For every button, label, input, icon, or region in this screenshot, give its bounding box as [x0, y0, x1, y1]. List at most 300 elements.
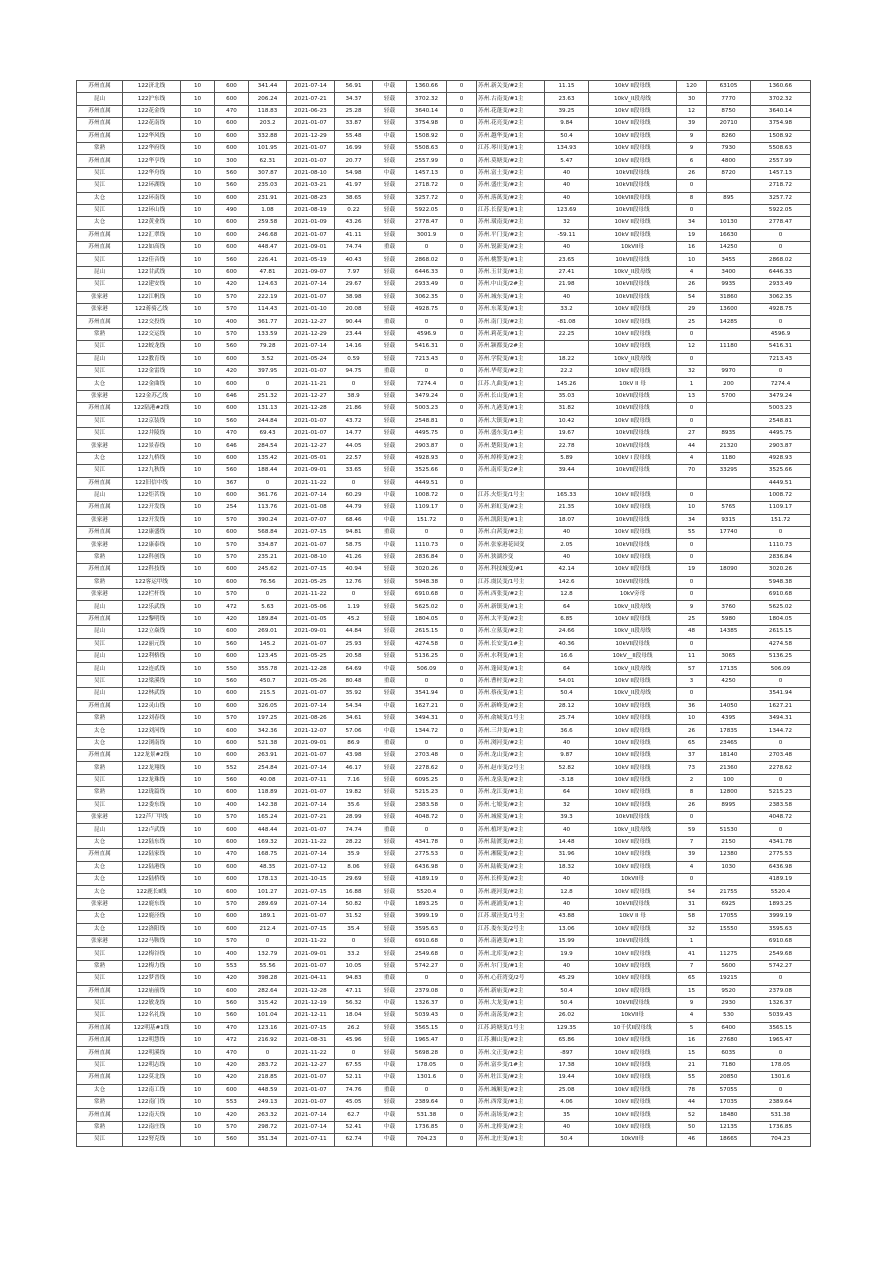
- margin-cell: 5625.02: [407, 601, 447, 613]
- rated-current-cell: 560: [215, 675, 249, 687]
- rated-current-cell: 470: [215, 427, 249, 439]
- substation-value-cell: 52.82: [545, 762, 589, 774]
- load-rate-cell: 35.92: [335, 688, 373, 700]
- region-cell: 太仓: [77, 836, 123, 848]
- table-row: [77, 192, 811, 204]
- zero-value-cell: 0: [447, 589, 477, 601]
- bus-section-cell: 10kV II段母线: [589, 861, 677, 873]
- available-cell: 3999.19: [751, 911, 811, 923]
- substation-value-cell: [545, 341, 589, 353]
- rated-current-cell: 560: [215, 997, 249, 1009]
- capacity-cell: 8750: [707, 105, 751, 117]
- line-name-cell: 122景春线: [123, 440, 181, 452]
- capacity-cell: 3065: [707, 650, 751, 662]
- bus-section-cell: 10kV II段母线: [589, 551, 677, 563]
- available-cell: 0: [751, 824, 811, 836]
- load-rate-cell: 86.9: [335, 737, 373, 749]
- load-current-cell: 334.87: [249, 539, 287, 551]
- load-level-cell: 重载: [373, 824, 407, 836]
- substation-value-cell: 31.96: [545, 849, 589, 861]
- substation-cell: 苏州.西常变/#1主: [477, 1097, 545, 1109]
- substation-value-cell: 28.12: [545, 700, 589, 712]
- rated-current-cell: 552: [215, 762, 249, 774]
- available-cell: 1457.13: [751, 167, 811, 179]
- zero-value-cell: 0: [447, 787, 477, 799]
- table-row: [77, 861, 811, 873]
- available-cell: 0: [751, 737, 811, 749]
- line-name-cell: 122梅力线: [123, 960, 181, 972]
- available-cell: 5742.27: [751, 960, 811, 972]
- rated-current-cell: 600: [215, 725, 249, 737]
- table-row: [77, 737, 811, 749]
- rated-current-cell: 600: [215, 229, 249, 241]
- capacity-cell: 18665: [707, 1134, 751, 1146]
- voltage-cell: 10: [181, 812, 215, 824]
- substation-value-cell: 43.88: [545, 911, 589, 923]
- region-cell: 常熟: [77, 551, 123, 563]
- rated-current-cell: 600: [215, 824, 249, 836]
- count-cell: 0: [677, 489, 707, 501]
- substation-value-cell: 40: [545, 960, 589, 972]
- table-row: [77, 613, 811, 625]
- line-name-cell: 122利格线: [123, 650, 181, 662]
- count-cell: 36: [677, 700, 707, 712]
- voltage-cell: 10: [181, 638, 215, 650]
- load-level-cell: 中载: [373, 997, 407, 1009]
- count-cell: 6: [677, 155, 707, 167]
- zero-value-cell: 0: [447, 675, 477, 687]
- date-cell: 2021-01-07: [287, 787, 335, 799]
- voltage-cell: 10: [181, 81, 215, 93]
- table-row: [77, 353, 811, 365]
- load-level-cell: 中载: [373, 1072, 407, 1084]
- zero-value-cell: 0: [447, 266, 477, 278]
- rated-current-cell: 600: [215, 266, 249, 278]
- available-cell: 4495.75: [751, 427, 811, 439]
- date-cell: 2021-12-11: [287, 1010, 335, 1022]
- load-level-cell: 轻载: [373, 601, 407, 613]
- load-rate-cell: 16.88: [335, 886, 373, 898]
- margin-cell: 4928.93: [407, 452, 447, 464]
- bus-section-cell: 10kV II段母线: [589, 229, 677, 241]
- table-row: [77, 415, 811, 427]
- count-cell: 4: [677, 452, 707, 464]
- bus-section-cell: 10kV_II段母线: [589, 353, 677, 365]
- date-cell: 2021-01-07: [287, 291, 335, 303]
- available-cell: 2836.84: [751, 551, 811, 563]
- margin-cell: 1804.05: [407, 613, 447, 625]
- available-cell: 3525.66: [751, 465, 811, 477]
- zero-value-cell: 0: [447, 93, 477, 105]
- load-rate-cell: 68.46: [335, 514, 373, 526]
- margin-cell: 1965.47: [407, 1035, 447, 1047]
- bus-section-cell: 10kV II段母线: [589, 973, 677, 985]
- voltage-cell: 10: [181, 266, 215, 278]
- date-cell: 2021-11-22: [287, 836, 335, 848]
- region-cell: 苏州直属: [77, 700, 123, 712]
- rated-current-cell: 600: [215, 1084, 249, 1096]
- margin-cell: 2836.84: [407, 551, 447, 563]
- available-cell: 6910.68: [751, 589, 811, 601]
- voltage-cell: 10: [181, 997, 215, 1009]
- line-name-cell: 122蛟龙线: [123, 341, 181, 353]
- count-cell: 21: [677, 1059, 707, 1071]
- line-name-cell: 122金曲线: [123, 378, 181, 390]
- region-cell: 太仓: [77, 725, 123, 737]
- load-current-cell: 361.76: [249, 489, 287, 501]
- rated-current-cell: 646: [215, 440, 249, 452]
- region-cell: 苏州直属: [77, 1109, 123, 1121]
- line-name-cell: 122如高线: [123, 242, 181, 254]
- voltage-cell: 10: [181, 1084, 215, 1096]
- load-current-cell: 131.13: [249, 403, 287, 415]
- voltage-cell: 10: [181, 923, 215, 935]
- voltage-cell: 10: [181, 663, 215, 675]
- load-rate-cell: 64.69: [335, 663, 373, 675]
- load-current-cell: 235.03: [249, 180, 287, 192]
- region-cell: 吴江: [77, 365, 123, 377]
- margin-cell: 0: [407, 1084, 447, 1096]
- bus-section-cell: 10kV II段母线: [589, 750, 677, 762]
- available-cell: 1893.25: [751, 898, 811, 910]
- table-row: [77, 229, 811, 241]
- region-cell: 苏州直属: [77, 477, 123, 489]
- load-current-cell: 114.43: [249, 304, 287, 316]
- rated-current-cell: 570: [215, 328, 249, 340]
- capacity-cell: 4250: [707, 675, 751, 687]
- date-cell: 2021-08-10: [287, 551, 335, 563]
- available-cell: 2775.53: [751, 849, 811, 861]
- voltage-cell: 10: [181, 452, 215, 464]
- bus-section-cell: 10kVII段母线: [589, 204, 677, 216]
- rated-current-cell: 600: [215, 242, 249, 254]
- load-rate-cell: 29.67: [335, 279, 373, 291]
- load-current-cell: 283.72: [249, 1059, 287, 1071]
- substation-cell: 江苏.娄东变/2号主: [477, 923, 545, 935]
- substation-value-cell: 9.84: [545, 118, 589, 130]
- load-level-cell: 轻载: [373, 192, 407, 204]
- load-rate-cell: 54.34: [335, 700, 373, 712]
- count-cell: 59: [677, 824, 707, 836]
- load-current-cell: 342.36: [249, 725, 287, 737]
- voltage-cell: 10: [181, 836, 215, 848]
- voltage-cell: 10: [181, 489, 215, 501]
- capacity-cell: 20710: [707, 118, 751, 130]
- bus-section-cell: 10kVII段母线: [589, 812, 677, 824]
- table-row: [77, 935, 811, 947]
- load-level-cell: 轻载: [373, 1035, 407, 1047]
- region-cell: 苏州直属: [77, 242, 123, 254]
- table-row: [77, 204, 811, 216]
- date-cell: 2021-01-07: [287, 960, 335, 972]
- substation-value-cell: 22.25: [545, 328, 589, 340]
- bus-section-cell: 10kV II段母线: [589, 948, 677, 960]
- load-current-cell: 263.32: [249, 1109, 287, 1121]
- bus-section-cell: 10kV II段母线: [589, 328, 677, 340]
- bus-section-cell: 10kVII段母线: [589, 576, 677, 588]
- capacity-cell: [707, 204, 751, 216]
- region-cell: 昆山: [77, 353, 123, 365]
- substation-value-cell: [545, 477, 589, 489]
- date-cell: 2021-12-28: [287, 663, 335, 675]
- substation-value-cell: 23.63: [545, 93, 589, 105]
- load-rate-cell: 18.04: [335, 1010, 373, 1022]
- substation-cell: 江苏.火炬变/1号主: [477, 489, 545, 501]
- bus-section-cell: [589, 477, 677, 489]
- substation-cell: 苏州.鹿浦变/#1主: [477, 898, 545, 910]
- capacity-cell: 18090: [707, 564, 751, 576]
- substation-value-cell: 39.25: [545, 105, 589, 117]
- available-cell: 5136.25: [751, 650, 811, 662]
- line-name-cell: 122庙前线: [123, 985, 181, 997]
- line-name-cell: 122康盛线: [123, 527, 181, 539]
- voltage-cell: 10: [181, 551, 215, 563]
- capacity-cell: 7930: [707, 142, 751, 154]
- margin-cell: 3062.35: [407, 291, 447, 303]
- region-cell: 太仓: [77, 861, 123, 873]
- rated-current-cell: 553: [215, 1097, 249, 1109]
- capacity-cell: 895: [707, 192, 751, 204]
- available-cell: 6910.68: [751, 935, 811, 947]
- voltage-cell: 10: [181, 316, 215, 328]
- substation-cell: 苏州.龙泉变/#2主: [477, 774, 545, 786]
- voltage-cell: 10: [181, 93, 215, 105]
- voltage-cell: 10: [181, 440, 215, 452]
- zero-value-cell: 0: [447, 1109, 477, 1121]
- voltage-cell: 10: [181, 1035, 215, 1047]
- voltage-cell: 10: [181, 750, 215, 762]
- rated-current-cell: 420: [215, 613, 249, 625]
- rated-current-cell: 472: [215, 1035, 249, 1047]
- count-cell: 0: [677, 415, 707, 427]
- substation-value-cell: 22.78: [545, 440, 589, 452]
- line-name-cell: 122栏杆线: [123, 589, 181, 601]
- date-cell: 2021-10-15: [287, 874, 335, 886]
- zero-value-cell: 0: [447, 341, 477, 353]
- date-cell: 2021-07-21: [287, 93, 335, 105]
- line-name-cell: 122马鞍线: [123, 935, 181, 947]
- margin-cell: 2389.64: [407, 1097, 447, 1109]
- available-cell: 3494.31: [751, 712, 811, 724]
- date-cell: 2021-05-24: [287, 353, 335, 365]
- capacity-cell: 3760: [707, 601, 751, 613]
- zero-value-cell: 0: [447, 812, 477, 824]
- table-row: [77, 898, 811, 910]
- zero-value-cell: 0: [447, 365, 477, 377]
- table-row: [77, 440, 811, 452]
- load-level-cell: 轻载: [373, 155, 407, 167]
- rated-current-cell: 560: [215, 1010, 249, 1022]
- voltage-cell: 10: [181, 328, 215, 340]
- line-name-cell: 122华舟线: [123, 167, 181, 179]
- line-name-cell: 122华亨线: [123, 155, 181, 167]
- count-cell: 0: [677, 812, 707, 824]
- substation-cell: 苏州.蔡夜变/#1主: [477, 688, 545, 700]
- capacity-cell: 21755: [707, 886, 751, 898]
- count-cell: 5: [677, 1022, 707, 1034]
- zero-value-cell: 0: [447, 403, 477, 415]
- load-rate-cell: 55.48: [335, 130, 373, 142]
- capacity-cell: 5765: [707, 502, 751, 514]
- bus-section-cell: 10kVII段母线: [589, 514, 677, 526]
- substation-cell: 苏州.中山变/2#主: [477, 279, 545, 291]
- substation-value-cell: 35: [545, 1109, 589, 1121]
- table-row: [77, 1022, 811, 1034]
- rated-current-cell: 560: [215, 1134, 249, 1146]
- available-cell: 1965.47: [751, 1035, 811, 1047]
- load-rate-cell: 52.11: [335, 1072, 373, 1084]
- available-cell: 506.09: [751, 663, 811, 675]
- available-cell: 2278.62: [751, 762, 811, 774]
- substation-cell: 苏州.新峰变/#2主: [477, 700, 545, 712]
- load-rate-cell: 34.37: [335, 93, 373, 105]
- load-rate-cell: 44.84: [335, 626, 373, 638]
- line-name-cell: 122开发线: [123, 502, 181, 514]
- margin-cell: 1301.6: [407, 1072, 447, 1084]
- substation-cell: 苏州.新关变/#2主: [477, 81, 545, 93]
- line-name-cell: 122炬茗线: [123, 489, 181, 501]
- load-level-cell: 轻载: [373, 118, 407, 130]
- date-cell: 2021-03-21: [287, 180, 335, 192]
- table-row: [77, 328, 811, 340]
- region-cell: 吴江: [77, 799, 123, 811]
- table-row: [77, 650, 811, 662]
- load-level-cell: 轻载: [373, 229, 407, 241]
- table-row: [77, 911, 811, 923]
- line-name-cell: 122鹿东线: [123, 898, 181, 910]
- date-cell: 2021-07-14: [287, 341, 335, 353]
- line-name-cell: 122立焱线: [123, 626, 181, 638]
- table-row: [77, 960, 811, 972]
- zero-value-cell: 0: [447, 242, 477, 254]
- zero-value-cell: 0: [447, 229, 477, 241]
- date-cell: 2021-01-07: [287, 155, 335, 167]
- count-cell: 65: [677, 973, 707, 985]
- count-cell: 50: [677, 1121, 707, 1133]
- date-cell: 2021-07-15: [287, 527, 335, 539]
- substation-value-cell: 40: [545, 737, 589, 749]
- load-rate-cell: 0.59: [335, 353, 373, 365]
- load-current-cell: 145.2: [249, 638, 287, 650]
- load-rate-cell: 38.9: [335, 390, 373, 402]
- region-cell: 太仓: [77, 217, 123, 229]
- line-name-cell: 122交运线: [123, 328, 181, 340]
- load-current-cell: 450.7: [249, 675, 287, 687]
- margin-cell: 178.05: [407, 1059, 447, 1071]
- count-cell: 10: [677, 502, 707, 514]
- table-row: [77, 589, 811, 601]
- count-cell: 9: [677, 130, 707, 142]
- zero-value-cell: 0: [447, 774, 477, 786]
- count-cell: 65: [677, 737, 707, 749]
- table-row: [77, 242, 811, 254]
- substation-cell: 苏州.城鲨变/#1主: [477, 812, 545, 824]
- line-name-cell: 122陆家线: [123, 849, 181, 861]
- load-current-cell: 118.89: [249, 787, 287, 799]
- table-row: [77, 1010, 811, 1022]
- rated-current-cell: 470: [215, 1047, 249, 1059]
- available-cell: 3640.14: [751, 105, 811, 117]
- substation-value-cell: 40: [545, 898, 589, 910]
- margin-cell: 5948.38: [407, 576, 447, 588]
- region-cell: 苏州直属: [77, 1035, 123, 1047]
- count-cell: 8: [677, 192, 707, 204]
- capacity-cell: 17035: [707, 1097, 751, 1109]
- margin-cell: 3494.31: [407, 712, 447, 724]
- voltage-cell: 10: [181, 911, 215, 923]
- zero-value-cell: 0: [447, 155, 477, 167]
- load-rate-cell: 94.75: [335, 365, 373, 377]
- region-cell: 张家港: [77, 440, 123, 452]
- load-rate-cell: 14.77: [335, 427, 373, 439]
- table-row: [77, 787, 811, 799]
- load-current-cell: 197.25: [249, 712, 287, 724]
- capacity-cell: [707, 403, 751, 415]
- date-cell: 2021-05-25: [287, 576, 335, 588]
- load-current-cell: 448.59: [249, 1084, 287, 1096]
- count-cell: 9: [677, 601, 707, 613]
- rated-current-cell: 600: [215, 985, 249, 997]
- zero-value-cell: 0: [447, 1134, 477, 1146]
- capacity-cell: 33295: [707, 465, 751, 477]
- available-cell: 0: [751, 365, 811, 377]
- bus-section-cell: 10kV II段母线: [589, 985, 677, 997]
- zero-value-cell: 0: [447, 973, 477, 985]
- capacity-cell: [707, 415, 751, 427]
- available-cell: 1804.05: [751, 613, 811, 625]
- region-cell: 太仓: [77, 886, 123, 898]
- substation-cell: 苏州.南场变/#2主: [477, 1109, 545, 1121]
- rated-current-cell: 600: [215, 688, 249, 700]
- zero-value-cell: 0: [447, 539, 477, 551]
- zero-value-cell: 0: [447, 650, 477, 662]
- load-level-cell: 中载: [373, 514, 407, 526]
- date-cell: 2021-12-28: [287, 985, 335, 997]
- load-level-cell: 轻载: [373, 874, 407, 886]
- table-row: [77, 142, 811, 154]
- count-cell: 3: [677, 675, 707, 687]
- substation-value-cell: 5.89: [545, 452, 589, 464]
- zero-value-cell: 0: [447, 353, 477, 365]
- count-cell: 58: [677, 911, 707, 923]
- substation-cell: 苏州.凯阳变/#1主: [477, 514, 545, 526]
- zero-value-cell: 0: [447, 1059, 477, 1071]
- date-cell: 2021-07-14: [287, 700, 335, 712]
- load-rate-cell: 26.2: [335, 1022, 373, 1034]
- load-rate-cell: 16.99: [335, 142, 373, 154]
- load-current-cell: 251.32: [249, 390, 287, 402]
- margin-cell: 6910.68: [407, 935, 447, 947]
- date-cell: 2021-05-19: [287, 254, 335, 266]
- region-cell: 苏州直属: [77, 502, 123, 514]
- margin-cell: 4596.9: [407, 328, 447, 340]
- count-cell: 25: [677, 613, 707, 625]
- substation-value-cell: 39.3: [545, 812, 589, 824]
- load-rate-cell: 35.6: [335, 799, 373, 811]
- voltage-cell: 10: [181, 229, 215, 241]
- capacity-cell: 3400: [707, 266, 751, 278]
- load-current-cell: 101.27: [249, 886, 287, 898]
- load-level-cell: 中载: [373, 700, 407, 712]
- bus-section-cell: 10kV_II段母线: [589, 626, 677, 638]
- load-rate-cell: 40.43: [335, 254, 373, 266]
- voltage-cell: 10: [181, 477, 215, 489]
- date-cell: 2021-01-07: [287, 1084, 335, 1096]
- zero-value-cell: 0: [447, 452, 477, 464]
- load-rate-cell: 8.06: [335, 861, 373, 873]
- region-cell: 昆山: [77, 688, 123, 700]
- substation-cell: 苏州.陆筱变/#2主: [477, 861, 545, 873]
